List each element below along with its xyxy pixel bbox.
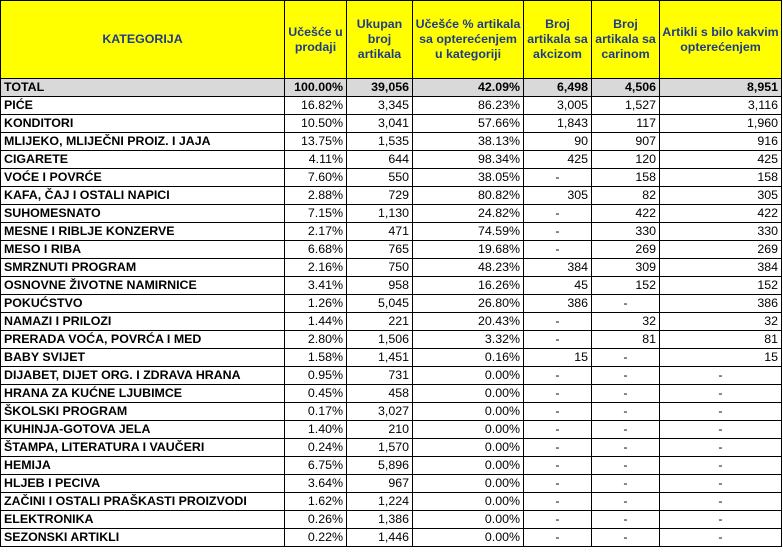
- ucesce-cell: 7.60%: [285, 169, 347, 187]
- ucesce-cell: 0.95%: [285, 367, 347, 385]
- ucesce-opterecenje-cell: 0.00%: [413, 457, 524, 475]
- total-row: [1, 79, 782, 97]
- opterecenje-cell: -: [660, 403, 782, 421]
- category-cell: SEZONSKI ARTIKLI: [1, 529, 285, 547]
- category-cell: NAMAZI I PRILOZI: [1, 313, 285, 331]
- opterecenje-cell: 32: [660, 313, 782, 331]
- ucesce-opterecenje-cell: 3.32%: [413, 331, 524, 349]
- akciza-cell: -: [524, 385, 592, 403]
- header-broj-artikala-sa-carinom: Broj artikala sa carinom: [592, 1, 660, 79]
- category-cell: HRANA ZA KUĆNE LJUBIMCE: [1, 385, 285, 403]
- ucesce-opterecenje-cell: 98.34%: [413, 151, 524, 169]
- table-row: [1, 205, 782, 223]
- akciza-cell: -: [524, 457, 592, 475]
- akciza-cell: 15: [524, 349, 592, 367]
- ucesce-opterecenje-cell: 0.00%: [413, 475, 524, 493]
- header-kategorija: KATEGORIJA: [1, 1, 285, 79]
- ukupan-broj-cell: 471: [347, 223, 413, 241]
- category-cell: ELEKTRONIKA: [1, 511, 285, 529]
- akciza-cell: 425: [524, 151, 592, 169]
- ucesce-cell: 0.24%: [285, 439, 347, 457]
- akciza-cell: -: [524, 241, 592, 259]
- ukupan-broj-cell: 1,570: [347, 439, 413, 457]
- carina-cell: 117: [592, 115, 660, 133]
- ucesce-opterecenje-cell: 48.23%: [413, 259, 524, 277]
- table-row: [1, 349, 782, 367]
- ukupan-broj-cell: 1,386: [347, 511, 413, 529]
- ukupan-broj-cell: 3,345: [347, 97, 413, 115]
- ucesce-opterecenje-cell: 80.82%: [413, 187, 524, 205]
- akciza-cell: -: [524, 367, 592, 385]
- category-cell: DIJABET, DIJET ORG. I ZDRAVA HRANA: [1, 367, 285, 385]
- carina-cell: -: [592, 403, 660, 421]
- carina-cell: 32: [592, 313, 660, 331]
- ucesce-opterecenje-cell: 0.00%: [413, 403, 524, 421]
- akciza-cell: -: [524, 511, 592, 529]
- carina-cell: 81: [592, 331, 660, 349]
- carina-cell: -: [592, 295, 660, 313]
- ucesce-opterecenje-cell: 0.00%: [413, 511, 524, 529]
- total-opterecenje: 8,951: [660, 79, 782, 97]
- ucesce-cell: 0.45%: [285, 385, 347, 403]
- ukupan-broj-cell: 5,045: [347, 295, 413, 313]
- akciza-cell: 90: [524, 133, 592, 151]
- ucesce-opterecenje-cell: 0.00%: [413, 421, 524, 439]
- ucesce-cell: 2.88%: [285, 187, 347, 205]
- table-row: [1, 277, 782, 295]
- ukupan-broj-cell: 644: [347, 151, 413, 169]
- total-carina: 4,506: [592, 79, 660, 97]
- table-row: [1, 295, 782, 313]
- category-cell: ŠKOLSKI PROGRAM: [1, 403, 285, 421]
- ucesce-opterecenje-cell: 24.82%: [413, 205, 524, 223]
- header-ukupan-broj-artikala: Ukupan broj artikala: [347, 1, 413, 79]
- opterecenje-cell: 305: [660, 187, 782, 205]
- ucesce-opterecenje-cell: 0.00%: [413, 439, 524, 457]
- table-row: [1, 457, 782, 475]
- opterecenje-cell: -: [660, 385, 782, 403]
- category-cell: KONDITORI: [1, 115, 285, 133]
- category-cell: SUHOMESNATO: [1, 205, 285, 223]
- ukupan-broj-cell: 1,446: [347, 529, 413, 547]
- opterecenje-cell: -: [660, 475, 782, 493]
- total-ucesce-opterecenje: 42.09%: [413, 79, 524, 97]
- akciza-cell: -: [524, 439, 592, 457]
- ucesce-cell: 2.80%: [285, 331, 347, 349]
- total-label: TOTAL: [1, 79, 285, 97]
- carina-cell: 330: [592, 223, 660, 241]
- category-cell: VOĆE I POVRĆE: [1, 169, 285, 187]
- opterecenje-cell: 916: [660, 133, 782, 151]
- carina-cell: 82: [592, 187, 660, 205]
- akciza-cell: 386: [524, 295, 592, 313]
- opterecenje-cell: -: [660, 457, 782, 475]
- category-cell: POKUĆSTVO: [1, 295, 285, 313]
- table-row: [1, 115, 782, 133]
- header-artikli-s-opterecenjem: Artikli s bilo kakvim opterećenjem: [660, 1, 782, 79]
- total-akciza: 6,498: [524, 79, 592, 97]
- category-cell: BABY SVIJET: [1, 349, 285, 367]
- category-cell: CIGARETE: [1, 151, 285, 169]
- table-row: [1, 367, 782, 385]
- ucesce-opterecenje-cell: 16.26%: [413, 277, 524, 295]
- carina-cell: 120: [592, 151, 660, 169]
- table-row: [1, 97, 782, 115]
- carina-cell: 309: [592, 259, 660, 277]
- ucesce-opterecenje-cell: 26.80%: [413, 295, 524, 313]
- akciza-cell: 305: [524, 187, 592, 205]
- ukupan-broj-cell: 550: [347, 169, 413, 187]
- ucesce-opterecenje-cell: 38.13%: [413, 133, 524, 151]
- ukupan-broj-cell: 210: [347, 421, 413, 439]
- ucesce-opterecenje-cell: 0.00%: [413, 493, 524, 511]
- opterecenje-cell: 269: [660, 241, 782, 259]
- opterecenje-cell: -: [660, 529, 782, 547]
- ucesce-cell: 6.68%: [285, 241, 347, 259]
- ucesce-cell: 2.16%: [285, 259, 347, 277]
- ukupan-broj-cell: 458: [347, 385, 413, 403]
- akciza-cell: -: [524, 475, 592, 493]
- ucesce-cell: 6.75%: [285, 457, 347, 475]
- ukupan-broj-cell: 3,027: [347, 403, 413, 421]
- header-ucesce-artikala-sa-opterecenjem: Učešće % artikala sa opterećenjem u kategoriji: [413, 1, 524, 79]
- ukupan-broj-cell: 958: [347, 277, 413, 295]
- ucesce-opterecenje-cell: 74.59%: [413, 223, 524, 241]
- carina-cell: -: [592, 457, 660, 475]
- akciza-cell: 384: [524, 259, 592, 277]
- table-row: [1, 529, 782, 547]
- ucesce-opterecenje-cell: 57.66%: [413, 115, 524, 133]
- ucesce-opterecenje-cell: 0.00%: [413, 529, 524, 547]
- ukupan-broj-cell: 5,896: [347, 457, 413, 475]
- opterecenje-cell: 422: [660, 205, 782, 223]
- akciza-cell: 45: [524, 277, 592, 295]
- category-cell: HEMIJA: [1, 457, 285, 475]
- header-row: [1, 1, 782, 79]
- ucesce-cell: 2.17%: [285, 223, 347, 241]
- ukupan-broj-cell: 1,535: [347, 133, 413, 151]
- ucesce-cell: 3.64%: [285, 475, 347, 493]
- table-row: [1, 187, 782, 205]
- akciza-cell: -: [524, 169, 592, 187]
- ucesce-cell: 0.17%: [285, 403, 347, 421]
- ucesce-cell: 13.75%: [285, 133, 347, 151]
- table-row: [1, 421, 782, 439]
- ukupan-broj-cell: 3,041: [347, 115, 413, 133]
- akciza-cell: -: [524, 331, 592, 349]
- opterecenje-cell: 3,116: [660, 97, 782, 115]
- akciza-cell: -: [524, 313, 592, 331]
- table-row: [1, 223, 782, 241]
- ukupan-broj-cell: 221: [347, 313, 413, 331]
- carina-cell: 907: [592, 133, 660, 151]
- category-cell: HLJEB I PECIVA: [1, 475, 285, 493]
- opterecenje-cell: 81: [660, 331, 782, 349]
- ucesce-cell: 1.62%: [285, 493, 347, 511]
- carina-cell: 269: [592, 241, 660, 259]
- ucesce-cell: 1.44%: [285, 313, 347, 331]
- category-cell: MESNE I RIBLJE KONZERVE: [1, 223, 285, 241]
- table-row: [1, 331, 782, 349]
- category-cell: ZAČINI I OSTALI PRAŠKASTI PROIZVODI: [1, 493, 285, 511]
- table-row: [1, 403, 782, 421]
- ucesce-opterecenje-cell: 0.00%: [413, 367, 524, 385]
- ukupan-broj-cell: 731: [347, 367, 413, 385]
- category-cell: KAFA, ČAJ I OSTALI NAPICI: [1, 187, 285, 205]
- table-row: [1, 439, 782, 457]
- ukupan-broj-cell: 765: [347, 241, 413, 259]
- category-cell: PRERADA VOĆA, POVRĆA I MED: [1, 331, 285, 349]
- table-row: [1, 151, 782, 169]
- ucesce-opterecenje-cell: 20.43%: [413, 313, 524, 331]
- table-row: [1, 259, 782, 277]
- opterecenje-cell: 1,960: [660, 115, 782, 133]
- ukupan-broj-cell: 1,506: [347, 331, 413, 349]
- ucesce-cell: 0.26%: [285, 511, 347, 529]
- ucesce-cell: 1.58%: [285, 349, 347, 367]
- total-ucesce: 100.00%: [285, 79, 347, 97]
- ucesce-cell: 4.11%: [285, 151, 347, 169]
- carina-cell: -: [592, 349, 660, 367]
- ucesce-cell: 0.22%: [285, 529, 347, 547]
- akciza-cell: -: [524, 205, 592, 223]
- akciza-cell: -: [524, 493, 592, 511]
- category-cell: OSNOVNE ŽIVOTNE NAMIRNICE: [1, 277, 285, 295]
- ukupan-broj-cell: 967: [347, 475, 413, 493]
- total-ukupan-broj: 39,056: [347, 79, 413, 97]
- opterecenje-cell: 386: [660, 295, 782, 313]
- table-row: [1, 493, 782, 511]
- ucesce-opterecenje-cell: 19.68%: [413, 241, 524, 259]
- carina-cell: 158: [592, 169, 660, 187]
- ucesce-cell: 16.82%: [285, 97, 347, 115]
- carina-cell: -: [592, 475, 660, 493]
- akciza-cell: -: [524, 529, 592, 547]
- category-cell: SMRZNUTI PROGRAM: [1, 259, 285, 277]
- carina-cell: -: [592, 421, 660, 439]
- carina-cell: -: [592, 529, 660, 547]
- opterecenje-cell: -: [660, 493, 782, 511]
- carina-cell: -: [592, 367, 660, 385]
- opterecenje-cell: 158: [660, 169, 782, 187]
- carina-cell: -: [592, 493, 660, 511]
- ukupan-broj-cell: 1,130: [347, 205, 413, 223]
- category-cell: ŠTAMPA, LITERATURA I VAUČERI: [1, 439, 285, 457]
- opterecenje-cell: 425: [660, 151, 782, 169]
- category-cell: KUHINJA-GOTOVA JELA: [1, 421, 285, 439]
- akciza-cell: 1,843: [524, 115, 592, 133]
- ukupan-broj-cell: 1,224: [347, 493, 413, 511]
- table-row: [1, 241, 782, 259]
- opterecenje-cell: -: [660, 511, 782, 529]
- akciza-cell: 3,005: [524, 97, 592, 115]
- ucesce-opterecenje-cell: 0.16%: [413, 349, 524, 367]
- header-broj-artikala-sa-akcizom: Broj artikala sa akcizom: [524, 1, 592, 79]
- ucesce-cell: 3.41%: [285, 277, 347, 295]
- carina-cell: 1,527: [592, 97, 660, 115]
- ucesce-opterecenje-cell: 0.00%: [413, 385, 524, 403]
- table-row: [1, 511, 782, 529]
- category-cell: MLIJEKO, MLIJEČNI PROIZ. I JAJA: [1, 133, 285, 151]
- ukupan-broj-cell: 729: [347, 187, 413, 205]
- opterecenje-cell: 15: [660, 349, 782, 367]
- opterecenje-cell: 152: [660, 277, 782, 295]
- carina-cell: 422: [592, 205, 660, 223]
- category-cell: MESO I RIBA: [1, 241, 285, 259]
- carina-cell: -: [592, 439, 660, 457]
- ukupan-broj-cell: 750: [347, 259, 413, 277]
- akciza-cell: -: [524, 421, 592, 439]
- ucesce-cell: 1.26%: [285, 295, 347, 313]
- carina-cell: -: [592, 511, 660, 529]
- opterecenje-cell: -: [660, 439, 782, 457]
- ucesce-cell: 1.40%: [285, 421, 347, 439]
- header-ucesce-u-prodaji: Učešće u prodaji: [285, 1, 347, 79]
- table-row: [1, 169, 782, 187]
- table-row: [1, 133, 782, 151]
- ucesce-opterecenje-cell: 86.23%: [413, 97, 524, 115]
- ucesce-cell: 7.15%: [285, 205, 347, 223]
- akciza-cell: -: [524, 223, 592, 241]
- ucesce-opterecenje-cell: 38.05%: [413, 169, 524, 187]
- table-row: [1, 313, 782, 331]
- table-row: [1, 475, 782, 493]
- ukupan-broj-cell: 1,451: [347, 349, 413, 367]
- table-row: [1, 385, 782, 403]
- opterecenje-cell: -: [660, 421, 782, 439]
- carina-cell: 152: [592, 277, 660, 295]
- ucesce-cell: 10.50%: [285, 115, 347, 133]
- opterecenje-cell: 330: [660, 223, 782, 241]
- opterecenje-cell: 384: [660, 259, 782, 277]
- carina-cell: -: [592, 385, 660, 403]
- category-cell: PIĆE: [1, 97, 285, 115]
- akciza-cell: -: [524, 403, 592, 421]
- opterecenje-cell: -: [660, 367, 782, 385]
